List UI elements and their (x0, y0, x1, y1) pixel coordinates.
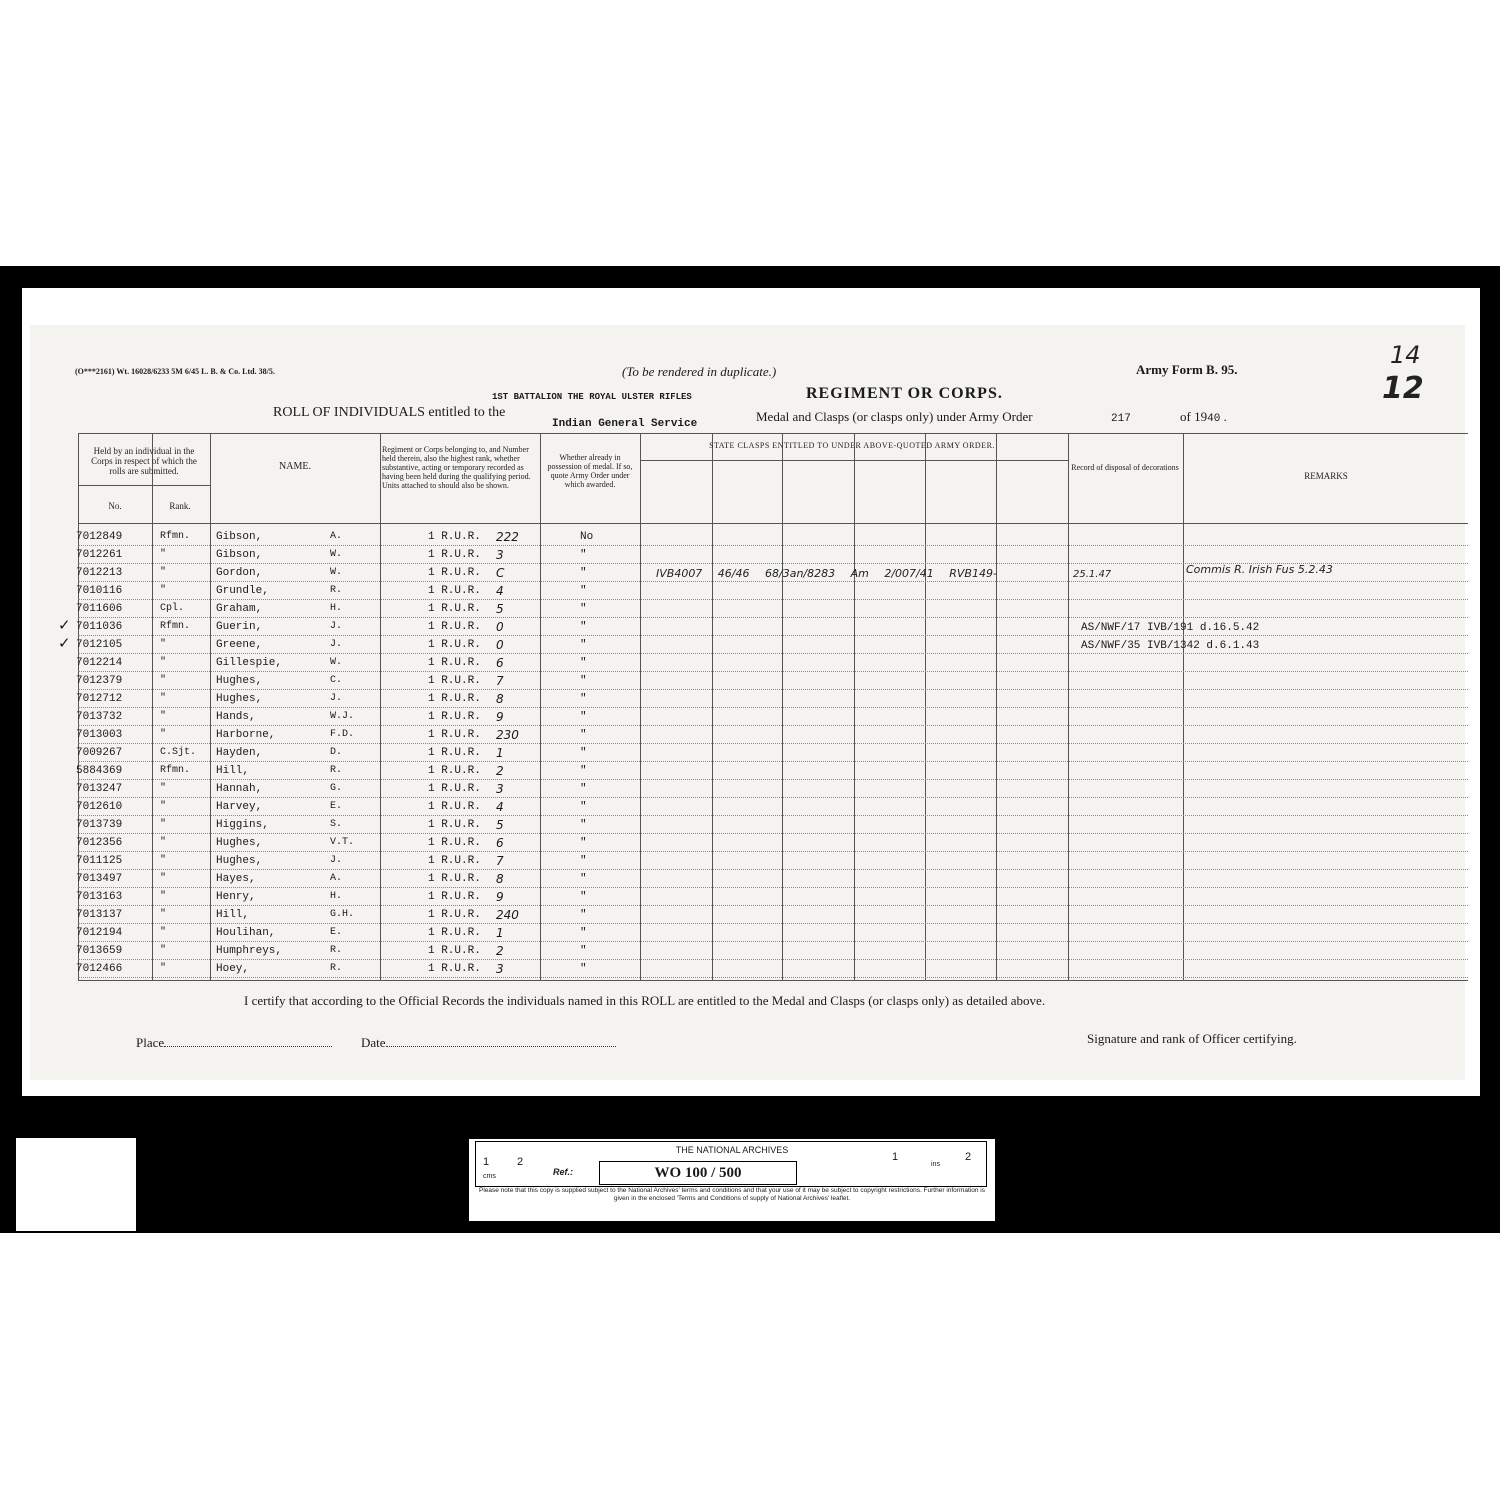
unit: 1 R.U.R. (428, 927, 481, 939)
service-number: 5884369 (76, 765, 123, 777)
row-rule (78, 851, 1468, 852)
initials: R. (330, 765, 343, 776)
initials: D. (330, 747, 343, 758)
service-number: 7011606 (76, 603, 123, 615)
scan-margin-block (16, 1138, 136, 1231)
cms-label: cms (483, 1173, 496, 1180)
service-number: 7013247 (76, 783, 123, 795)
service-number: 7012105 (76, 639, 123, 651)
surname: Hayes, (216, 873, 256, 885)
row-rule (78, 599, 1468, 600)
header-no: No. (108, 501, 122, 511)
row-rule (78, 725, 1468, 726)
initials: A. (330, 531, 343, 542)
ins-scale-1: 1 (892, 1151, 899, 1163)
surname: Hayden, (216, 747, 263, 759)
surname: Gillespie, (216, 657, 283, 669)
possession-status: " (580, 585, 587, 597)
possession-status: " (580, 621, 587, 633)
unit: 1 R.U.R. (428, 675, 481, 687)
header-disposal: Record of disposal of decorations (1071, 463, 1179, 472)
service-number: 7011036 (76, 621, 123, 633)
service-number: 7013732 (76, 711, 123, 723)
signature-label: Signature and rank of Officer certifying. (1087, 1031, 1297, 1046)
service-number: 7010116 (76, 585, 123, 597)
surname: Gibson, (216, 531, 263, 543)
rank: " (160, 819, 167, 830)
certification-text: I certify that according to the Official Records the individuals named in this ROLL are entitled to the Medal and Clasps (or clasps only) as detailed above. (244, 993, 1046, 1008)
unit: 1 R.U.R. (428, 801, 481, 813)
surname: Gordon, (216, 567, 263, 579)
folio-bottom: 12 (1382, 371, 1424, 406)
service-number: 7012379 (76, 675, 123, 687)
service-number: 7013003 (76, 729, 123, 741)
place-label (136, 1035, 332, 1051)
initials: G. (330, 783, 343, 794)
unit: 1 R.U.R. (428, 747, 481, 759)
initials: S. (330, 819, 343, 830)
unit: 1 R.U.R. (428, 657, 481, 669)
surname: Harvey, (216, 801, 263, 813)
rank: " (160, 657, 167, 668)
tally-mark: 6 (496, 836, 504, 850)
service-number: 7012194 (76, 927, 123, 939)
tally-mark: 3 (496, 962, 504, 976)
service-number: 7012466 (76, 963, 123, 975)
initials: V.T. (330, 837, 355, 848)
surname: Hughes, (216, 855, 263, 867)
unit: 1 R.U.R. (428, 963, 481, 975)
possession-status: " (580, 693, 587, 705)
possession-status: " (580, 747, 587, 759)
unit: 1 R.U.R. (428, 783, 481, 795)
row-rule (78, 743, 1468, 744)
gordon-clasps-note: IVB4007 46/46 68/3an/8283 Am 2/007/41 RVB149- (656, 567, 997, 580)
initials: A. (330, 873, 343, 884)
unit-name: 1ST BATTALION THE ROYAL ULSTER RIFLES (492, 392, 692, 402)
unit: 1 R.U.R. (428, 567, 481, 579)
header-regiment: Regiment or Corps belonging to, and Number held therein, also the highest rank, whether substantive, acting or temporary recorded as having been held during the qualifying period. Units attached to should also be shown. (382, 445, 531, 490)
service-number: 7009267 (76, 747, 123, 759)
date-label (361, 1035, 616, 1051)
tally-mark: 240 (496, 908, 519, 922)
possession-status: " (580, 855, 587, 867)
unit: 1 R.U.R. (428, 531, 481, 543)
ref-label: Ref.: (553, 1167, 573, 1177)
possession-status: " (580, 765, 587, 777)
initials: R. (330, 945, 343, 956)
row-rule (78, 869, 1468, 870)
tally-mark: 4 (496, 800, 504, 814)
service-number: 7013137 (76, 909, 123, 921)
rank: " (160, 801, 167, 812)
initials: J. (330, 855, 343, 866)
unit: 1 R.U.R. (428, 855, 481, 867)
rank: " (160, 963, 167, 974)
tally-mark: 9 (496, 890, 504, 904)
unit: 1 R.U.R. (428, 873, 481, 885)
medal-name: Indian General Service (552, 418, 698, 430)
initials: W. (330, 567, 343, 578)
of-label: of 19 (1180, 409, 1208, 424)
roll-label: ROLL OF INDIVIDUALS entitled to the (273, 405, 506, 420)
header-possession: Whether already in possession of medal. If so, quote Army Order under which awarded. (547, 453, 633, 489)
initials: G.H. (330, 909, 355, 920)
tally-mark: 4 (496, 584, 504, 598)
year-value: 40 (1207, 413, 1221, 425)
service-number: 7011125 (76, 855, 123, 867)
year-label (1180, 409, 1227, 425)
tally-mark: 9 (496, 710, 504, 724)
cms-scale-1: 1 (483, 1156, 490, 1168)
service-number: 7012261 (76, 549, 123, 561)
tally-mark: 7 (496, 854, 504, 868)
header-remarks: REMARKS (1304, 471, 1348, 481)
tally-mark: 3 (496, 548, 504, 562)
rank: " (160, 837, 167, 848)
rank: " (160, 945, 167, 956)
tally-mark: 2 (496, 944, 504, 958)
possession-status: " (580, 639, 587, 651)
unit: 1 R.U.R. (428, 603, 481, 615)
possession-status: " (580, 675, 587, 687)
initials: J. (330, 693, 343, 704)
regiment-label: REGIMENT OR CORPS. (806, 385, 1003, 402)
rank: " (160, 783, 167, 794)
surname: Hughes, (216, 693, 263, 705)
ref-value: WO 100 / 500 (599, 1161, 797, 1185)
surname: Higgins, (216, 819, 269, 831)
table-header-border (78, 523, 1468, 524)
surname: Hannah, (216, 783, 263, 795)
print-code: (O***2161) Wt. 16028/6233 5M 6/45 L. B. & Co. Ltd. 38/5. (75, 367, 275, 376)
rank: " (160, 675, 167, 686)
unit: 1 R.U.R. (428, 819, 481, 831)
row-rule (78, 977, 1468, 978)
tally-mark: C (496, 566, 505, 580)
header-clasps: STATE CLASPS ENTITLED TO UNDER ABOVE-QUOTED ARMY ORDER. (709, 441, 995, 450)
service-number: 7013659 (76, 945, 123, 957)
possession-status: " (580, 567, 587, 579)
surname: Hoey, (216, 963, 250, 975)
row-rule (78, 779, 1468, 780)
duplicate-note: (To be rendered in duplicate.) (622, 364, 777, 379)
rank: " (160, 711, 167, 722)
possession-status: " (580, 549, 587, 561)
unit: 1 R.U.R. (428, 729, 481, 741)
possession-status: " (580, 927, 587, 939)
check-mark: ✓ (58, 616, 71, 634)
row-rule (78, 617, 1468, 618)
unit: 1 R.U.R. (428, 693, 481, 705)
surname: Harborne, (216, 729, 276, 741)
row-rule (78, 797, 1468, 798)
initials: H. (330, 603, 343, 614)
unit: 1 R.U.R. (428, 639, 481, 651)
rank: " (160, 729, 167, 740)
unit: 1 R.U.R. (428, 711, 481, 723)
tally-mark: 230 (496, 728, 519, 742)
possession-status: " (580, 729, 587, 741)
initials: F.D. (330, 729, 355, 740)
service-number: 7013163 (76, 891, 123, 903)
rank: " (160, 909, 167, 920)
initials: C. (330, 675, 343, 686)
unit: 1 R.U.R. (428, 585, 481, 597)
header-rank: Rank. (169, 501, 191, 511)
initials: W. (330, 657, 343, 668)
rank: " (160, 855, 167, 866)
medal-suffix: Medal and Clasps (or clasps only) under Army Order (756, 409, 1033, 424)
rank: " (160, 927, 167, 938)
rank: Rfmn. (160, 621, 191, 632)
row-rule (78, 815, 1468, 816)
gordon-remarks-note: Commis R. Irish Fus 5.2.43 (1186, 563, 1333, 576)
rank: " (160, 693, 167, 704)
tally-mark: 5 (496, 818, 504, 832)
date-text: Date (361, 1035, 386, 1050)
place-text: Place (136, 1035, 165, 1050)
surname: Henry, (216, 891, 256, 903)
surname: Hughes, (216, 675, 263, 687)
tally-mark: 222 (496, 530, 519, 544)
surname: Hill, (216, 909, 250, 921)
surname: Hill, (216, 765, 250, 777)
surname: Hands, (216, 711, 256, 723)
surname: Greene, (216, 639, 263, 651)
possession-status: " (580, 819, 587, 831)
possession-status: " (580, 783, 587, 795)
row-rule (78, 635, 1468, 636)
possession-status: " (580, 891, 587, 903)
row-rule (78, 923, 1468, 924)
surname: Gibson, (216, 549, 263, 561)
row-rule (78, 887, 1468, 888)
initials: J. (330, 639, 343, 650)
gordon-disposal-note: 25.1.47 (1073, 569, 1112, 580)
initials: W.J. (330, 711, 355, 722)
unit: 1 R.U.R. (428, 549, 481, 561)
tally-mark: 6 (496, 656, 504, 670)
tally-mark: 1 (496, 746, 504, 760)
initials: E. (330, 927, 343, 938)
possession-status: " (580, 801, 587, 813)
initials: H. (330, 891, 343, 902)
rank: Rfmn. (160, 765, 191, 776)
possession-status: " (580, 909, 587, 921)
row-rule (78, 545, 1468, 546)
possession-status: " (580, 873, 587, 885)
copyright-notice: Please note that this copy is supplied subject to the National Archives' terms and conditions and that your use of it may be subject to copyright restrictions. Further information is given in the enclosed 'Terms and Conditions of supply of National Archives' leaflet. (479, 1187, 985, 1202)
tally-mark: 0 (496, 620, 504, 634)
service-number: 7013497 (76, 873, 123, 885)
row-rule (78, 581, 1468, 582)
surname: Humphreys, (216, 945, 283, 957)
service-number: 7013739 (76, 819, 123, 831)
surname: Grundle, (216, 585, 269, 597)
surname: Guerin, (216, 621, 263, 633)
year-period: . (1223, 409, 1227, 424)
row-rule (78, 653, 1468, 654)
possession-status: " (580, 603, 587, 615)
possession-status: " (580, 657, 587, 669)
initials: R. (330, 585, 343, 596)
folio-top: 14 (1390, 341, 1421, 369)
held-by-rule (78, 485, 210, 486)
unit: 1 R.U.R. (428, 945, 481, 957)
tally-mark: 1 (496, 926, 504, 940)
cms-scale-2: 2 (517, 1156, 524, 1168)
rank: Rfmn. (160, 531, 191, 542)
rank: " (160, 585, 167, 596)
rank: " (160, 567, 167, 578)
army-form (30, 325, 1465, 1080)
tally-mark: 3 (496, 782, 504, 796)
rank: " (160, 873, 167, 884)
possession-status: " (580, 837, 587, 849)
service-number: 7012356 (76, 837, 123, 849)
form-number: Army Form B. 95. (1136, 362, 1238, 377)
possession-status: " (580, 711, 587, 723)
row-rule (78, 671, 1468, 672)
greene-note: AS/NWF/35 IVB/1342 d.6.1.43 (1081, 640, 1260, 652)
archive-reference-strip (468, 1138, 996, 1222)
table-top-border (78, 433, 1468, 434)
header-held-by: Held by an individual in the Corps in respect of which the rolls are submitted. (91, 446, 197, 476)
row-rule (78, 905, 1468, 906)
tally-mark: 8 (496, 692, 504, 706)
rank: " (160, 891, 167, 902)
header-name: NAME. (279, 461, 311, 472)
tally-mark: 8 (496, 872, 504, 886)
unit: 1 R.U.R. (428, 891, 481, 903)
initials: E. (330, 801, 343, 812)
rank: " (160, 549, 167, 560)
tally-mark: 7 (496, 674, 504, 688)
row-rule (78, 941, 1468, 942)
unit: 1 R.U.R. (428, 909, 481, 921)
initials: W. (330, 549, 343, 560)
initials: R. (330, 963, 343, 974)
rank: C.Sjt. (160, 747, 197, 758)
rank: Cpl. (160, 603, 185, 614)
clasps-header-rule (640, 460, 1068, 461)
ins-label: ins (931, 1161, 940, 1168)
possession-status: " (580, 963, 587, 975)
guerin-note: AS/NWF/17 IVB/191 d.16.5.42 (1081, 622, 1260, 634)
possession-status: " (580, 945, 587, 957)
army-order-number: 217 (1111, 413, 1131, 425)
table-bottom-border (78, 980, 1468, 981)
archive-name: THE NATIONAL ARCHIVES (675, 1145, 789, 1155)
surname: Houlihan, (216, 927, 276, 939)
unit: 1 R.U.R. (428, 837, 481, 849)
unit: 1 R.U.R. (428, 765, 481, 777)
row-rule (78, 689, 1468, 690)
rank: " (160, 639, 167, 650)
ins-scale-2: 2 (965, 1151, 972, 1163)
service-number: 7012712 (76, 693, 123, 705)
possession-status: No (580, 531, 594, 543)
tally-mark: 0 (496, 638, 504, 652)
surname: Hughes, (216, 837, 263, 849)
row-rule (78, 761, 1468, 762)
unit: 1 R.U.R. (428, 621, 481, 633)
surname: Graham, (216, 603, 263, 615)
initials: J. (330, 621, 343, 632)
tally-mark: 2 (496, 764, 504, 778)
row-rule (78, 833, 1468, 834)
service-number: 7012213 (76, 567, 123, 579)
service-number: 7012214 (76, 657, 123, 669)
check-mark: ✓ (58, 634, 71, 652)
tally-mark: 5 (496, 602, 504, 616)
row-rule (78, 707, 1468, 708)
row-rule (78, 959, 1468, 960)
service-number: 7012849 (76, 531, 123, 543)
service-number: 7012610 (76, 801, 123, 813)
